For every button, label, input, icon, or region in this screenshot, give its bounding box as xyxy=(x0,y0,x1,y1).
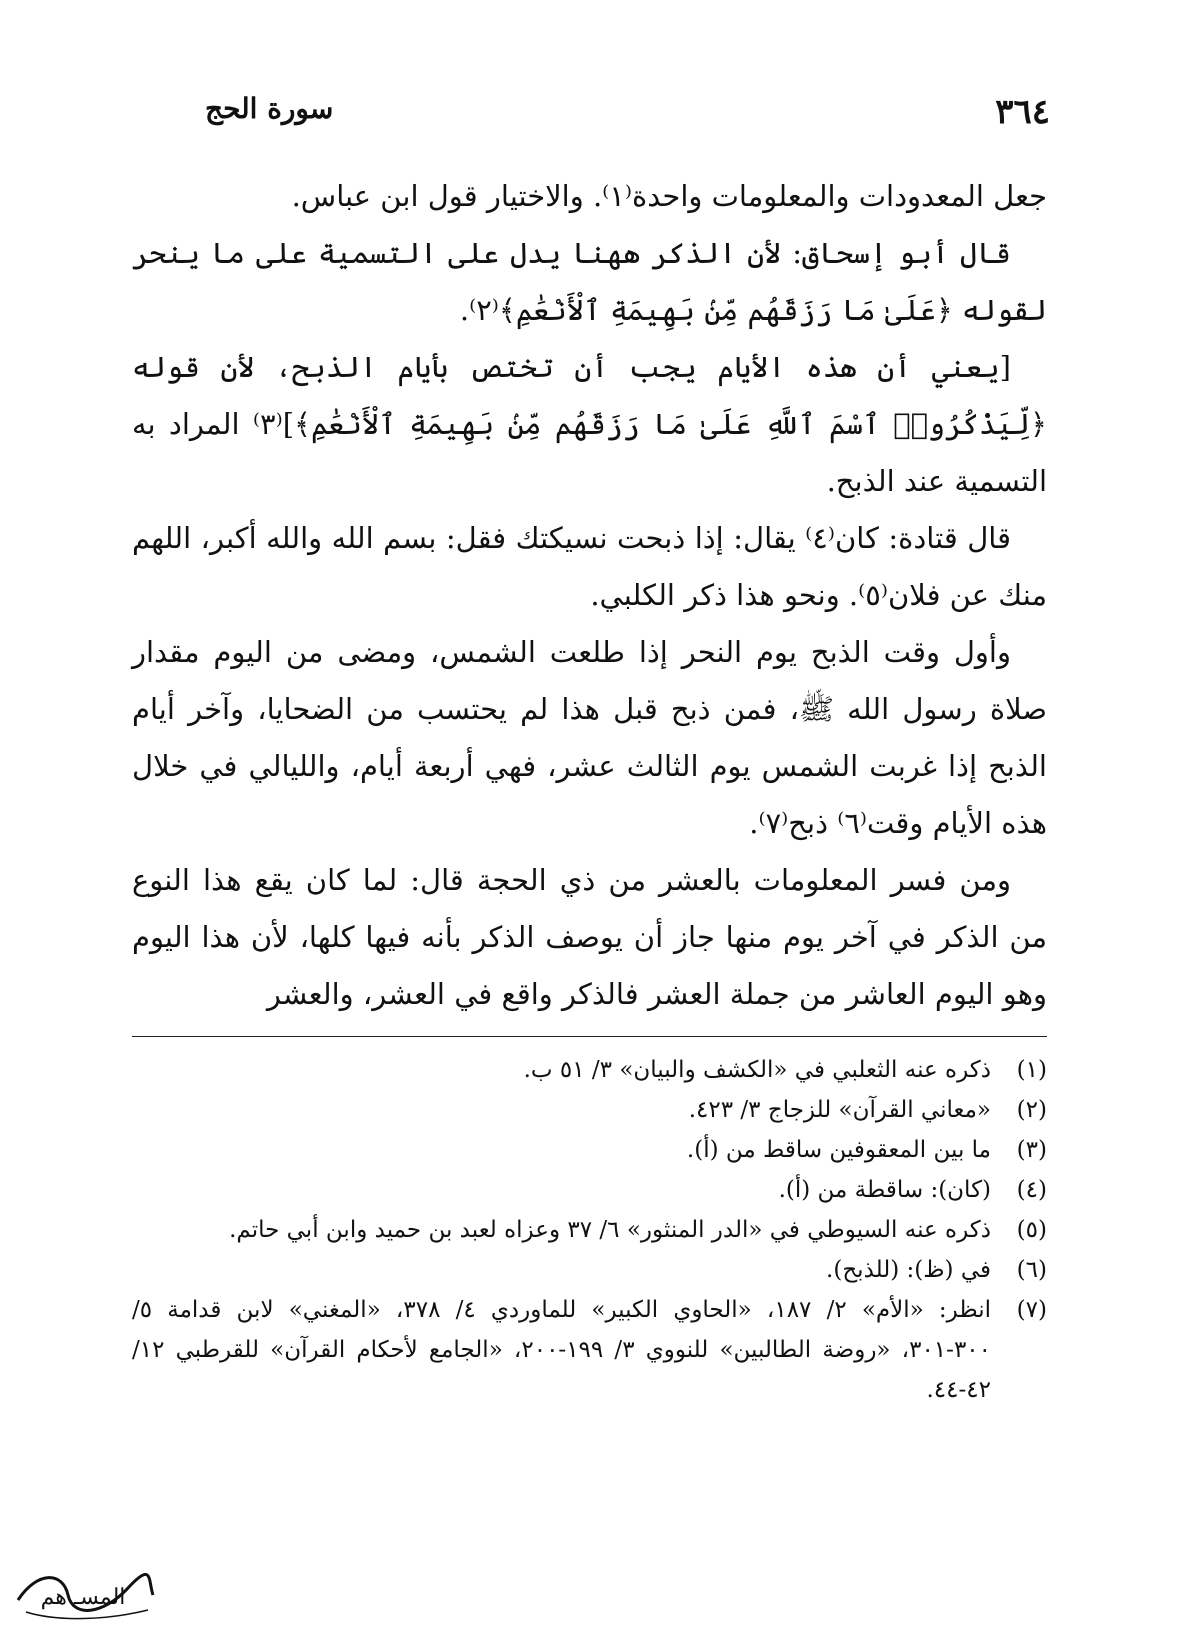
footnote-number: (٧) xyxy=(1016,1297,1047,1323)
page-header xyxy=(150,92,1050,142)
surah-title: سورة الحج xyxy=(205,92,334,125)
paragraph: ومن فسر المعلومات بالعشر من ذي الحجة قال: لما كان يقع هذا النوع من الذكر في آخر يوم منها جاز أن يوصف الذكر بأنه فيها كلها، لأن هذا اليوم وهو اليوم العاشر من جملة العشر فالذكر واقع في العشر، والعشر xyxy=(132,863,1047,1011)
footnote-text: ذكره عنه الثعلبي في «الكشف والبيان» ٣/ ٥١ ب. xyxy=(523,1057,991,1083)
paragraph: [يعني أن هذه الأيام يجب أن تختص بأيام الذبح، لأن قوله ﴿لِّيَذْكُرُوا۟ ٱسْمَ ٱللَّهِ عَلَىٰ مَا رَزَقَهُم مِّنۢ بَهِيمَةِ ٱلْأَنْعَٰمِ﴾]⁽٣⁾ المراد به التسمية عند الذبح. xyxy=(132,350,1047,498)
watermark-logo xyxy=(8,1560,158,1630)
footnote-text: في (ظ): (للذبح). xyxy=(826,1257,991,1283)
footnote-text: انظر: «الأم» ٢/ ١٨٧، «الحاوي الكبير» للماوردي ٤/ ٣٧٨، «المغني» لابن قدامة ٥/ ٣٠٠-٣٠١، «روضة الطالبين» للنووي ٣/ ١٩٩-٢٠٠، «الجامع لأحكام القرآن» للقرطبي ١٢/ ٤٢-٤٤. xyxy=(132,1297,991,1403)
footnote xyxy=(132,1290,1047,1410)
footnotes xyxy=(132,1050,1047,1410)
paragraph: جعل المعدودات والمعلومات واحدة⁽١⁾. والاختيار قول ابن عباس. xyxy=(291,179,1047,213)
footnote xyxy=(132,1090,1047,1130)
footnote-text: «معاني القرآن» للزجاج ٣/ ٤٢٣. xyxy=(688,1097,991,1123)
footnote xyxy=(132,1130,1047,1170)
footnote-text: (كان): ساقطة من (أ). xyxy=(778,1177,991,1203)
watermark-text: المسـ هم xyxy=(40,1585,126,1610)
paragraph: قال قتادة: كان⁽٤⁾ يقال: إذا ذبحت نسيكتك فقل: بسم الله والله أكبر، اللهم منك عن فلان⁽٥⁾. ونحو هذا ذكر الكلبي. xyxy=(132,521,1047,612)
footnote-number: (٤) xyxy=(1016,1177,1047,1203)
page-number: ٣٦٤ xyxy=(995,92,1050,132)
footnote-divider xyxy=(132,1036,1047,1037)
footnote-number: (٥) xyxy=(1016,1217,1047,1243)
main-text xyxy=(132,168,1047,1023)
paragraph: وأول وقت الذبح يوم النحر إذا طلعت الشمس، ومضى من اليوم مقدار صلاة رسول الله ﷺ، فمن ذبح قبل هذا لم يحتسب من الضحايا، وآخر أيام الذبح إذا غربت الشمس يوم الثالث عشر، فهي أربعة أيام، والليالي في خلال هذه الأيام وقت⁽٦⁾ ذبح⁽٧⁾. xyxy=(132,635,1047,840)
footnote-number: (١) xyxy=(1016,1057,1047,1083)
footnote-number: (٦) xyxy=(1016,1257,1047,1283)
footnote-text: ذكره عنه السيوطي في «الدر المنثور» ٦/ ٣٧ وعزاه لعبد بن حميد وابن أبي حاتم. xyxy=(229,1217,991,1243)
footnote-text: ما بين المعقوفين ساقط من (أ). xyxy=(686,1137,991,1163)
footnote-number: (٢) xyxy=(1016,1097,1047,1123)
footnote xyxy=(132,1210,1047,1250)
footnote xyxy=(132,1170,1047,1210)
footnote-number: (٣) xyxy=(1016,1137,1047,1163)
footnote xyxy=(132,1050,1047,1090)
paragraph: قال أبو إسحاق: لأن الذكر ههنا يدل على التسمية على ما ينحر لقوله ﴿عَلَىٰ مَا رَزَقَهُم مِّنۢ بَهِيمَةِ ٱلْأَنْعَٰمِ﴾⁽٢⁾. xyxy=(132,236,1047,327)
footnote xyxy=(132,1250,1047,1290)
